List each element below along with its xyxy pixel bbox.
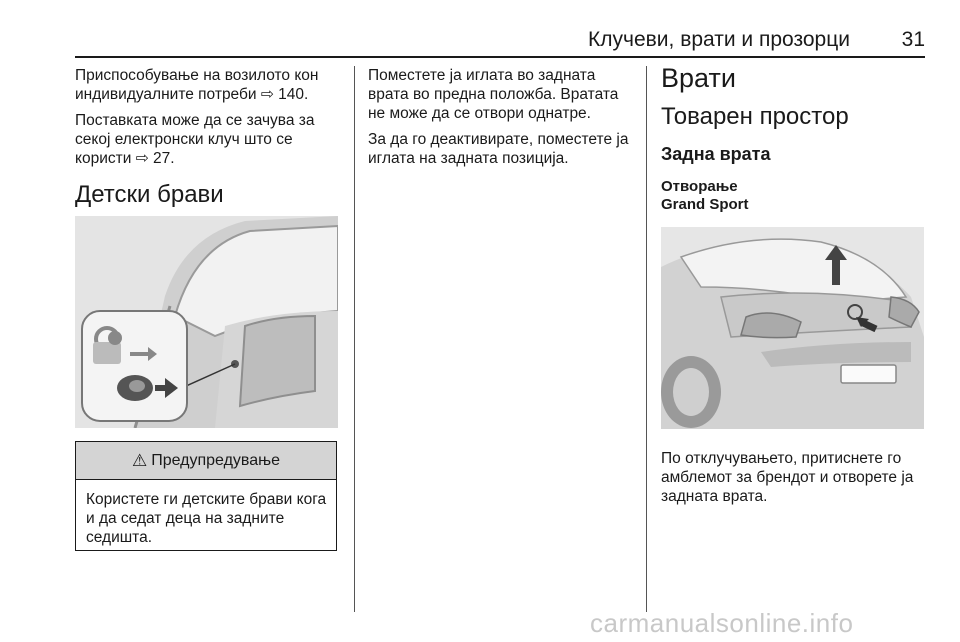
section-heading: Товарен простор (661, 103, 849, 130)
reference-arrow-icon: ⇨ (135, 150, 149, 167)
paragraph: Поместете ја иглата во задната врата во предна положба. Вратата не може да се отвори однатре. (368, 67, 619, 122)
warning-body: Користете ги детските брави кога и да седат деца на задните седишта. (86, 491, 327, 546)
column-2-text (368, 66, 638, 168)
paragraph: Приспособувањe на возилото кон индивидуалните потреби ⇨ 140. (75, 67, 319, 103)
child-lock-figure (75, 216, 338, 428)
section-heading: Детски брави (75, 181, 224, 208)
subsection-heading: Задна врата (661, 144, 771, 164)
column-1-text (75, 66, 345, 168)
header-rule (75, 56, 925, 58)
paragraph: За да го деактивирате, поместете ја иглата на задната позиција. (368, 131, 629, 167)
column-divider-2 (646, 66, 647, 612)
column-divider-1 (354, 66, 355, 612)
child-lock-illustration (75, 216, 338, 428)
warning-triangle-icon: ⚠ (131, 450, 148, 470)
warning-box (75, 441, 337, 551)
tailgate-illustration (661, 227, 924, 429)
warning-header: ⚠ Предупредување (76, 442, 336, 480)
tailgate-figure (661, 227, 924, 429)
subheading-model: Grand Sport (661, 196, 749, 213)
running-header-title: Клучеви, врати и прозорци (588, 28, 850, 51)
watermark: carmanualsonline.info (590, 608, 854, 638)
paragraph: Поставката може да се зачува за секој електронски клуч што се користи ⇨ 27. (75, 112, 315, 167)
chapter-heading: Врати (661, 63, 736, 93)
reference-arrow-icon: ⇨ (260, 86, 274, 103)
paragraph: По отклучувањето, притиснете го амблемот за брендот и отворете ја задната врата. (661, 450, 914, 505)
subheading-opening: Отворање (661, 178, 738, 195)
page-number: 31 (901, 28, 925, 51)
